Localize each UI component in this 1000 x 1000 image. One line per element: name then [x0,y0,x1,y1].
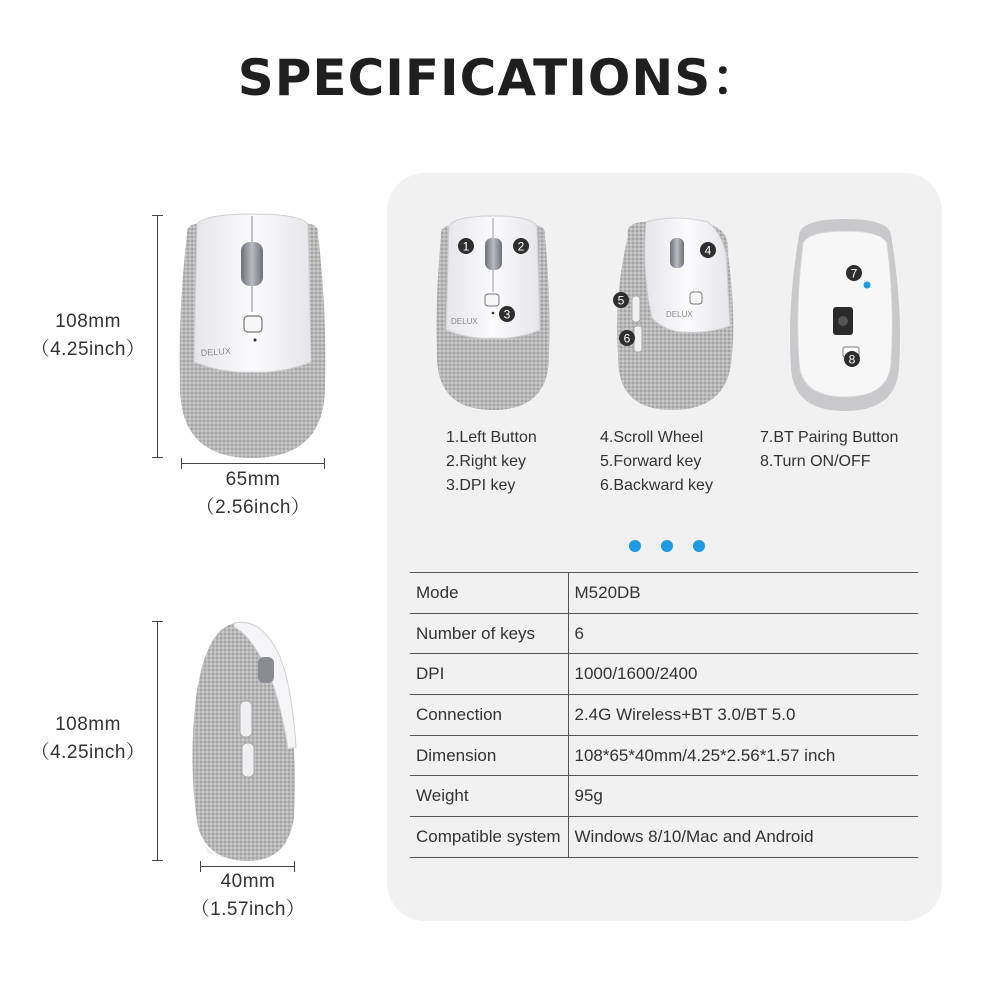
spec-key: Dimension [410,735,568,776]
mouse-top-view-image [175,212,330,462]
legend-item: 7.BT Pairing Button [760,429,899,446]
spec-key: Weight [410,776,568,817]
legend-item: 5.Forward key [600,453,702,470]
legend-item: 1.Left Button [446,429,537,446]
spec-value: 6 [568,613,918,654]
spec-key: DPI [410,654,568,695]
carousel-dot [661,540,673,552]
side-height-mm: 108mm [55,714,121,735]
marker-3: 3 [503,307,511,322]
side-width-mm: 40mm [220,871,276,892]
top-height-mm: 108mm [55,311,121,332]
mouse-side-buttons-image [604,214,739,414]
width-dimension-line [181,463,325,464]
mouse-bottom-view-image [785,217,905,413]
legend-column-1 [446,426,537,498]
legend-item: 2.Right key [446,453,527,470]
table-row [410,735,918,776]
spec-value: 1000/1600/2400 [568,654,918,695]
spec-key: Compatible system [410,817,568,858]
carousel-dot [693,540,705,552]
top-width-mm: 65mm [225,469,281,490]
marker-5: 5 [617,293,625,308]
side-width-dimension-line [200,866,295,867]
table-row [410,573,918,614]
spec-value: 108*65*40mm/4.25*2.56*1.57 inch [568,735,918,776]
spec-value: 95g [568,776,918,817]
marker-6: 6 [623,331,631,346]
brand-logo-panel-top: DELUX [451,317,478,326]
table-row [410,613,918,654]
spec-key: Number of keys [410,613,568,654]
spec-value: Windows 8/10/Mac and Android [568,817,918,858]
top-height-inch: （4.25inch） [30,339,146,360]
top-height-label [28,308,148,364]
side-width-label [178,868,318,924]
mouse-side-view-image [188,617,303,865]
carousel-dot [629,540,641,552]
side-height-inch: （4.25inch） [30,742,146,763]
spec-key: Connection [410,695,568,736]
legend-column-2 [600,426,713,498]
top-width-label [183,466,323,522]
carousel-dots [629,540,705,552]
legend-item: 8.Turn ON/OFF [760,453,871,470]
marker-7: 7 [850,266,858,281]
height-dimension-line [157,215,158,458]
marker-4: 4 [704,243,712,258]
side-width-inch: （1.57inch） [190,899,306,920]
marker-2: 2 [517,239,525,254]
top-width-inch: （2.56inch） [195,497,311,518]
brand-logo-panel-side: DELUX [666,310,693,319]
brand-logo-top: DELUX [200,345,232,358]
table-row [410,817,918,858]
side-height-label [28,711,148,767]
page-title: SPECIFICATIONS： [237,49,763,107]
legend-item: 6.Backward key [600,477,713,494]
marker-8: 8 [848,352,856,367]
legend-column-3 [760,426,898,474]
table-row [410,695,918,736]
table-row [410,654,918,695]
marker-1: 1 [462,239,470,254]
spec-key: Mode [410,573,568,614]
spec-table [410,572,918,858]
legend-item: 3.DPI key [446,477,516,494]
side-height-dimension-line [157,621,158,861]
spec-value: 2.4G Wireless+BT 3.0/BT 5.0 [568,695,918,736]
legend-item: 4.Scroll Wheel [600,429,704,446]
mouse-buttons-top-image [433,212,553,412]
table-row [410,776,918,817]
spec-value: M520DB [568,573,918,614]
